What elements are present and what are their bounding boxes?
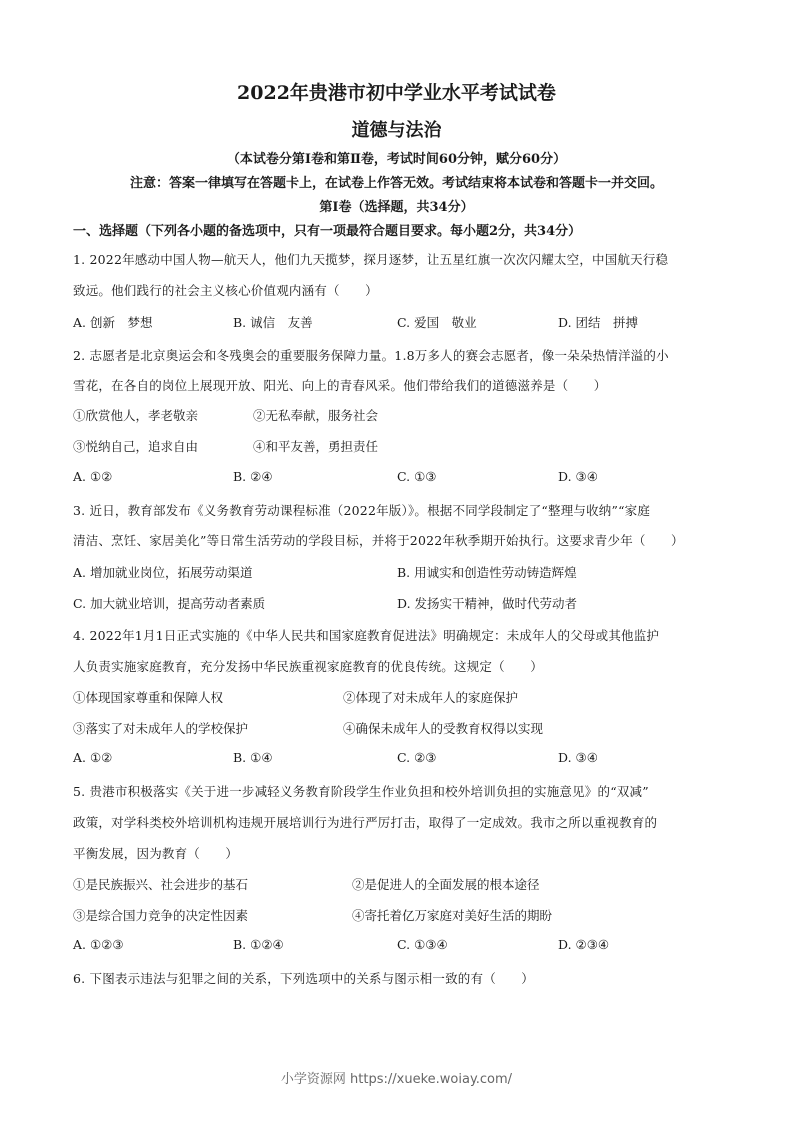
question-4-option-c: C. ②③ [397,750,437,765]
part-heading: 第Ⅰ卷（选择题，共34分） [319,200,474,215]
question-5-line-2: 政策，对学科类校外培训机构违规开展培训行为进行严厉打击，取得了一定成效。我市之所以重视教育的 [73,815,658,830]
question-4-option-b: B. ①④ [233,750,273,765]
question-3-line-2: 清洁、烹饪、家居美化”等日常生活劳动的学段目标，并将于2022年秋季期开始执行。这要求青少年（ ） [73,533,684,548]
question-1-option-c: C. 爱国 敬业 [397,315,477,330]
watermark-footer: 小学资源网 https://xueke.woiay.com/ [280,1072,513,1087]
question-2-statement-1: ①欣赏他人，孝老敬亲 [73,408,199,423]
question-5-option-d: D. ②③④ [558,937,610,952]
question-5-statement-4: ④寄托着亿万家庭对美好生活的期盼 [352,908,553,923]
question-5-option-c: C. ①③④ [397,937,448,952]
question-5-statement-1: ①是民族振兴、社会进步的基石 [73,877,249,892]
question-5-option-a: A. ①②③ [73,937,124,952]
question-2-line-1: 2. 志愿者是北京奥运会和冬残奥会的重要服务保障力量。1.8万多人的赛会志愿者，像一朵朵热情洋溢的小 [73,348,669,363]
exam-title: 2022年贵港市初中学业水平考试试卷 [237,82,556,104]
question-2-option-c: C. ①③ [397,469,437,484]
question-1-option-a: A. 创新 梦想 [73,315,153,330]
question-4-option-a: A. ①② [73,750,113,765]
question-1-option-d: D. 团结 拼搏 [558,315,639,330]
question-4-statement-4: ④确保未成年人的受教育权得以实现 [343,721,544,736]
question-4-option-d: D. ③④ [558,750,598,765]
question-1-option-b: B. 诚信 友善 [233,315,313,330]
question-5-line-3: 平衡发展，因为教育（ ） [73,846,239,861]
question-2-line-2: 雪花，在各自的岗位上展现开放、阳光、向上的青春风采。他们带给我们的道德滋养是（ ） [73,378,607,393]
question-4-statement-2: ②体现了对未成年人的家庭保护 [343,690,519,705]
question-5-statement-3: ③是综合国力竞争的决定性因素 [73,908,249,923]
question-3-option-b: B. 用诚实和创造性劳动铸造辉煌 [397,565,577,580]
question-6-line-1: 6. 下图表示违法与犯罪之间的关系，下列选项中的关系与图示相一致的有（ ） [73,971,535,986]
question-5-line-1: 5. 贵港市积极落实《关于进一步减轻义务教育阶段学生作业负担和校外培训负担的实施意见》的“双减” [73,784,649,799]
question-3-option-c: C. 加大就业培训，提高劳动者素质 [73,596,266,611]
section-heading: 一、选择题（下列各小题的备选项中，只有一项最符合题目要求。每小题2分，共34分） [73,224,582,239]
exam-notice: 注意：答案一律填写在答题卡上，在试卷上作答无效。考试结束将本试卷和答题卡一并交回。 [129,176,663,191]
question-2-statement-4: ④和平友善，勇担责任 [253,439,379,454]
question-1-line-1: 1. 2022年感动中国人物—航天人，他们九天揽梦，探月逐梦，让五星红旗一次次闪耀太空，中国航天行稳 [73,252,669,267]
exam-info: （本试卷分第Ⅰ卷和第Ⅱ卷，考试时间60分钟，赋分60分） [226,152,567,167]
question-3-option-a: A. 增加就业岗位，拓展劳动渠道 [73,565,253,580]
question-2-option-a: A. ①② [73,469,113,484]
question-4-statement-3: ③落实了对未成年人的学校保护 [73,721,249,736]
question-4-statement-1: ①体现国家尊重和保障人权 [73,690,224,705]
question-2-statement-3: ③悦纳自己，追求自由 [73,439,199,454]
question-3-option-d: D. 发扬实干精神，做时代劳动者 [397,596,578,611]
question-4-line-1: 4. 2022年1月1日正式实施的《中华人民共和国家庭教育促进法》明确规定：未成年人的父母或其他监护 [73,628,660,643]
question-2-option-b: B. ②④ [233,469,273,484]
question-4-line-2: 人负责实施家庭教育，充分发扬中华民族重视家庭教育的优良传统。这规定（ ） [73,659,543,674]
subject-title: 道德与法治 [351,120,442,141]
question-2-statement-2: ②无私奉献，服务社会 [253,408,379,423]
question-5-statement-2: ②是促进人的全面发展的根本途径 [352,877,540,892]
question-5-option-b: B. ①②④ [233,937,284,952]
question-2-option-d: D. ③④ [558,469,598,484]
question-3-line-1: 3. 近日，教育部发布《义务教育劳动课程标准（2022年版）》。根据不同学段制定了“整理与收纳”“家庭 [73,503,651,518]
question-1-line-2: 致远。他们践行的社会主义核心价值观内涵有（ ） [73,283,378,298]
